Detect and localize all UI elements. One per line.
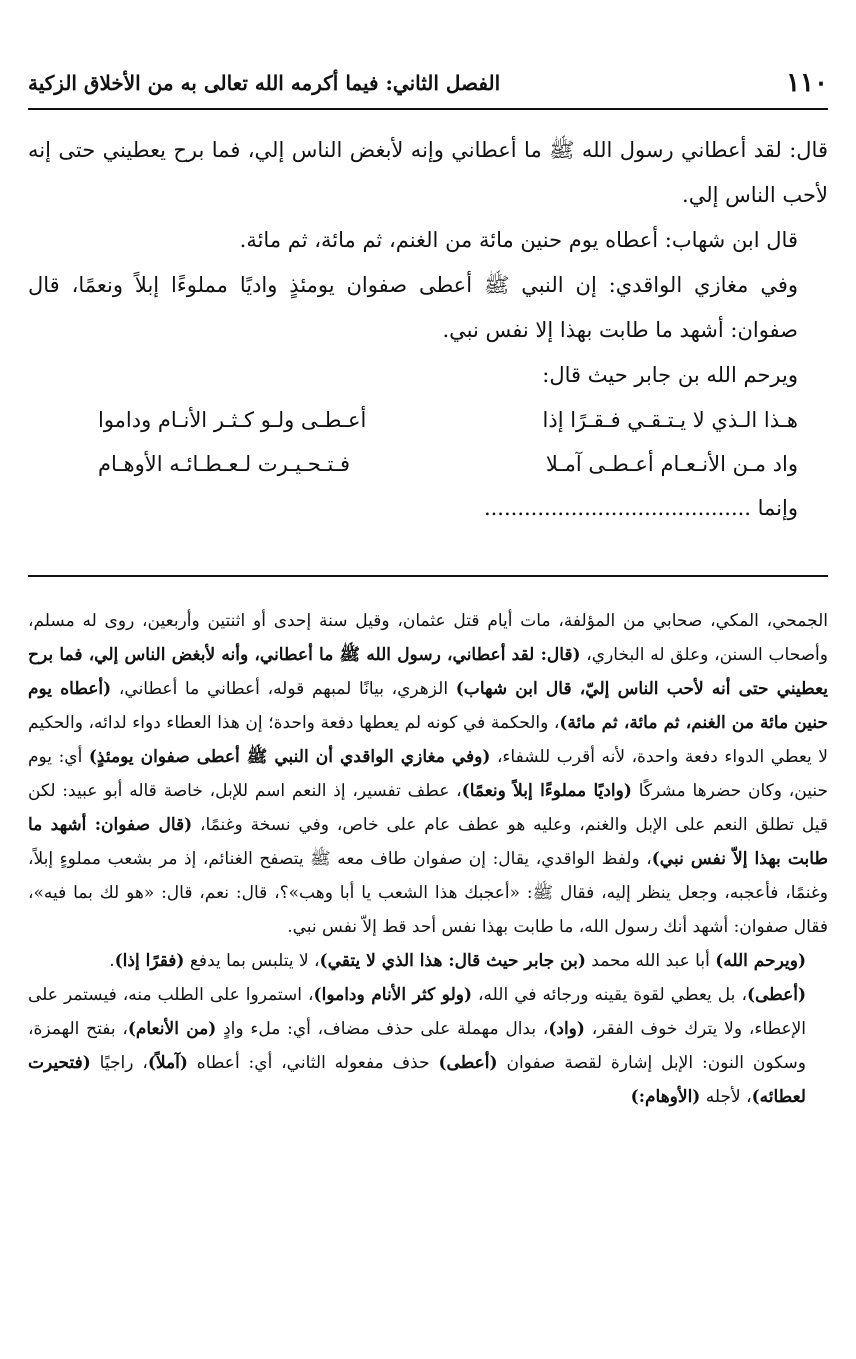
quoted-text: (أعطى) <box>438 1053 498 1073</box>
main-paragraph: قال ابن شهاب: أعطاه يوم حنين مائة من الغنم، ثم مائة، ثم مائة. <box>239 228 798 252</box>
main-paragraph: ويرحم الله بن جابر حيث قال: <box>542 363 798 387</box>
quoted-text: (واديًا مملوءًا إبلاً ونعمًا) <box>461 781 632 801</box>
quoted-text: (أعطى) <box>746 985 807 1005</box>
commentary-text: ، استمروا على الطلب منه، فيستمر على الإعطاء، ولا يترك خوف الفقر، <box>28 985 807 1039</box>
quoted-text: (ولو كثر الأنام وداموا) <box>313 985 473 1005</box>
commentary-text: ، والحكمة في كونه لم يعطها دفعة واحدة؛ إن هذا العطاء دواء لدائه، والحكيم لا يعطي الدواء دفعة واحدة، لأنه أقرب للشفاء، <box>28 713 828 767</box>
commentary-text: حذف مفعوله الثاني، أي: أعطاه <box>187 1053 439 1073</box>
commentary-text: الزهري، بيانًا لمبهم قوله، أعطاني ما أعطاني، <box>111 679 456 699</box>
commentary-paragraph <box>28 978 828 1114</box>
quoted-text: (من الأنعام) <box>127 1019 217 1039</box>
quoted-text: (قال: لقد أعطاني، رسول الله ﷺ ما أعطاني، وأنه لأبغض الناس إلي، فما برح يعطيني حتى أنه لأحب الناس إليّ، قال ابن شهاب) <box>28 645 828 699</box>
commentary-text: ، عطف تفسير، إذ النعم اسم للإبل، خاصة قاله أبو عبيد: لكن قيل تطلق النعم على الإبل والغنم، وعليه هو عطف عام على خاص، وفي نسخة وغنمًا، <box>28 781 828 835</box>
verse-hemistich-second: أعـطـى ولـو كـثـر الأنـام وداموا <box>98 408 367 432</box>
commentary-paragraph <box>28 604 828 944</box>
quoted-text: (قال صفوان: أشهد ما طابت بهذا إلاّ نفس نبي) <box>28 815 828 869</box>
commentary-text: الجمحي، المكي، صحابي من المؤلفة، مات أيام قتل عثمان، وقيل سنة إحدى أو اثنتين وأربعين، روى له مسلم، وأصحاب السنن، وعلق له البخاري، <box>28 611 828 665</box>
quoted-text: (بن جابر حيث قال: هذا الذي لا يتقي) <box>319 951 586 971</box>
quoted-text: (فتحيرت لعطائه) <box>28 1053 806 1107</box>
page-number: ١١٠ <box>786 68 828 98</box>
commentary-text: ، راجيًا <box>90 1053 148 1073</box>
commentary <box>28 604 828 1114</box>
main-paragraph: قال: لقد أعطاني رسول الله ﷺ ما أعطاني وإنه لأبغض الناس إلي، فما برح يعطيني حتى إنه لأحب الناس إلي. <box>28 138 828 207</box>
verse-hemistich-second: فـتـحـيـرت لـعـطـائـه الأوهـام <box>98 452 351 476</box>
commentary-text: ، لأجله <box>700 1087 752 1107</box>
verse-line <box>28 398 828 442</box>
commentary-text: ، بفتح الهمزة، وسكون النون: الإبل إشارة لقصة صفوان <box>28 1019 806 1073</box>
commentary-text: أبا عبد الله محمد <box>585 951 716 971</box>
running-header <box>28 58 828 110</box>
running-title: الفصل الثاني: فيما أكرمه الله تعالى به من الأخلاق الزكية <box>28 71 501 95</box>
quoted-text: (الأوهام:) <box>630 1087 701 1107</box>
quoted-text: (وفي مغازي الواقدي أن النبي ﷺ أعطى صفوان يومئذٍ) <box>88 747 491 767</box>
main-text <box>28 128 828 530</box>
quoted-text: (فقرًا إذا) <box>114 951 185 971</box>
commentary-text: . <box>109 951 115 971</box>
verse-hemistich-first: هـذا الـذي لا يـتـقـي فـقـرًا إذا <box>542 408 798 432</box>
commentary-paragraph <box>28 944 828 978</box>
commentary-text: ، بدال مهملة على حذف مضاف، أي: ملء وادٍ <box>216 1019 549 1039</box>
commentary-text: أي: يوم حنين، وكان حضرها مشركًا <box>28 747 828 801</box>
quoted-text: (ويرحم الله) <box>715 951 806 971</box>
verse-line <box>28 442 828 486</box>
quoted-text: (واد) <box>548 1019 585 1039</box>
quoted-text: (أعطاه يوم حنين مائة من الغنم، ثم مائة، ثم مائة) <box>28 679 828 733</box>
commentary-text: ، بل يعطي لقوة يقينه ورجائه في الله، <box>472 985 747 1005</box>
verse-line-incomplete: وإنما ........................................ <box>483 496 798 520</box>
section-divider <box>28 575 828 577</box>
commentary-text: ، لا يتلبس بما يدفع <box>184 951 320 971</box>
verse-hemistich-first: واد مـن الأنـعـام أعـطـى آمـلا <box>545 452 798 476</box>
main-paragraph: وفي مغازي الواقدي: إن النبي ﷺ أعطى صفوان يومئذٍ واديًا مملوءًا إبلاً ونعمًا، قال صفوان: أشهد ما طابت بهذا إلا نفس نبي. <box>28 273 798 342</box>
commentary-text: ، ولفظ الواقدي، يقال: إن صفوان طاف معه ﷺ يتصفح الغنائم، إذ مر بشعب مملوءٍ إبلاً، وغنمًا، فأعجبه، وجعل ينظر إليه، فقال ﷺ: «أعجبك هذا الشعب يا أبا وهب»؟، قال: نعم، قال: «هو لك بما فيه»، فقال صفوان: أشهد أنك رسول الله، ما طابت بهذا نفس أحد قط إلاّ نفس نبي. <box>28 849 829 937</box>
quoted-text: (آملاً) <box>147 1053 188 1073</box>
